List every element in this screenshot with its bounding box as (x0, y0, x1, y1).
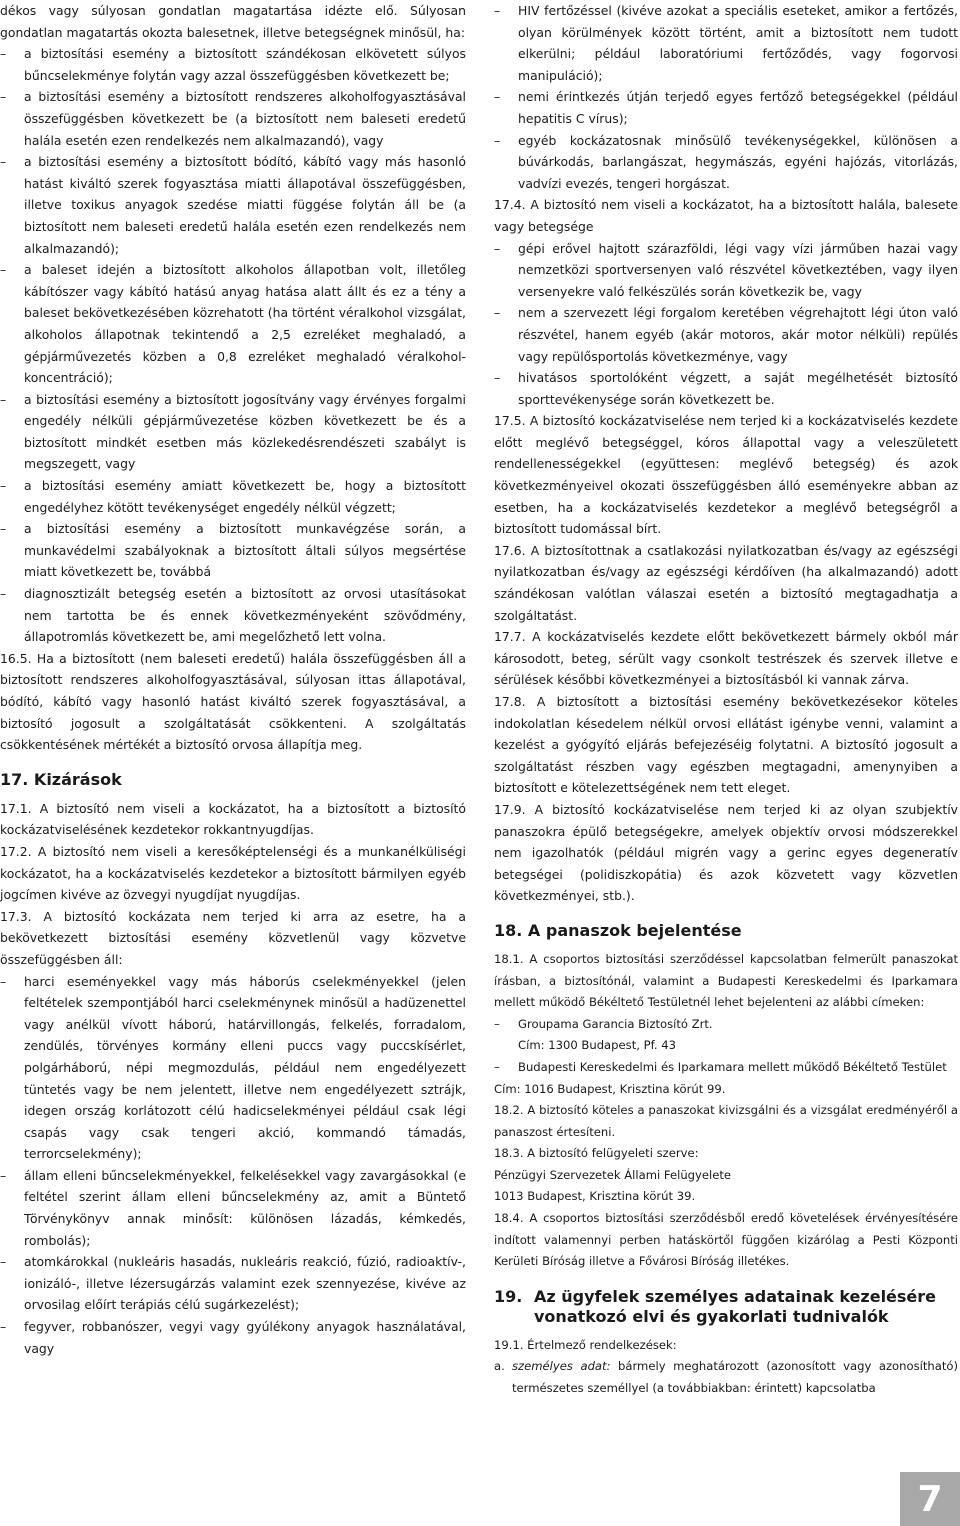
paragraph-19-1: 19.1. Értelmező rendelkezések: (494, 1337, 677, 1352)
paragraph-17-4: 17.4. A biztosító nem viseli a kockázatot, ha a biztosított halála, balesete vagy betegsége (494, 197, 958, 234)
list-item: – HIV fertőzéssel (kivéve azokat a speciális eseteket, amikor a fertőzés, olyan körülmények között történt, amit a biztosított nem tudott elkerülni; például laboratóriumi fertőződés, vagy fogorvosi manipuláció); (494, 0, 958, 86)
paragraph-17-9: 17.9. A biztosító kockázatviselése nem terjed ki az olyan szubjektív panaszokra épülő betegségekre, amelyek objektív orvosi módszerekkel nem igazolhatók (például migrén vagy a gerinc egyes degeneratív betegségei (polidiszkopátia) és azok közvetett vagy közvetlen következményei, stb.). (494, 801, 958, 904)
list-item: – a biztosítási esemény a biztosított jogosítvány vagy érvényes forgalmi engedély nélküli gépjárművezetése közben következett be és a biztosított mindkét esetben más közlekedésrendészeti szabályt is megszegett, vagy (0, 389, 466, 475)
paragraph-18-1: 18.1. A csoportos biztosítási szerződéssel kapcsolatban felmerült panaszokat írásban, a biztosítónál, valamint a Budapesti Kereskedelmi és Iparkamara mellett működő Békéltető Testületnél lehet bejelenteni az alábbi címeken: (494, 951, 958, 1010)
authority-name: Pénzügyi Szervezetek Állami Felügyelete (494, 1167, 732, 1182)
list-item: – hivatásos sportolóként végzett, a saját megélhetését biztosító sporttevékenysége során következett be. (494, 367, 958, 410)
list-item: – harci eseményekkel vagy más háborús cselekményekkel (jelen feltételek szempontjából harci cselekménynek minősül a hadüzenettel vagy anélkül vívott háború, határvillongás, felkelés, forradalom, zendülés, törvényes kormány elleni puccs vagy puccskísérlet, polgárháború, népi megmozdulás, például nem engedélyezett tüntetés vagy be nem jelentett, illetve nem engedélyezett sztrájk, idegen ország korlátozott célú hadicselekményei például csak légi csapás vagy csak tengeri akció, kommandó támadás, terrorcselekmény); (0, 971, 466, 1165)
section-number: 18. (494, 920, 523, 940)
page-number-badge: 7 (900, 1472, 960, 1526)
list-item: – a biztosítási esemény a biztosított szándékosan elkövetett súlyos bűncselekménye folytán vagy azzal összefüggésben következett be; (0, 43, 466, 86)
list-item: – a baleset idején a biztosított alkoholos állapotban volt, illetőleg kábítószer vagy kábító hatású anyag hatása alatt állt és ez a tény a baleset bekövetkezésében közrehatott (ha történt véralkohol vizsgálat, alkoholos állapotnak tekintendő a 2,5 ezreléket meghaladó, a gépjárművezetés közben a 0,8 ezreléket meghaladó véralkohol-koncentráció); (0, 259, 466, 389)
paragraph-18-3: 18.3. A biztosító felügyeleti szerve: (494, 1146, 699, 1161)
paragraph-intro: dékos vagy súlyosan gondatlan magatartása idézte elő. Súlyosan gondatlan magatartás okozta balesetnek, illetve betegségnek minősül, ha: (0, 3, 466, 40)
section-heading-19 (494, 1287, 958, 1327)
section-heading-18 (494, 921, 958, 941)
definition-label: a. (494, 1359, 505, 1374)
paragraph-17-5: 17.5. A biztosító kockázatviselése nem terjed ki a kockázatviselés kezdete előtt meglévő betegséggel, kóros állapottal vagy a veleszületett rendellenességekkel (együttesen: meglévő betegség) és azok következményeivel okozati összefüggésben álló eseményekre abban az esetben, ha a kockázatviselés kezdetekor a meglévő betegségről a biztosított tudomással bírt. (494, 413, 958, 537)
address-line: Cím: 1300 Budapest, Pf. 43 (518, 1038, 676, 1053)
list-item: – a biztosítási esemény a biztosított rendszeres alkoholfogyasztásával összefüggésben következett be (a biztosított nem baleseti eredetű halála esetén ezen rendelkezés nem alkalmazandó), vagy (0, 86, 466, 151)
right-column (494, 0, 958, 1400)
paragraph-17-8: 17.8. A biztosított a biztosítási esemény bekövetkezésekor köteles indokolatlan késedelem nélkül orvosi ellátást igénybe venni, valamint a kezelést a gyógyító eljárás befejezéséig folytatni. A biztosító jogosult a szolgáltatást részben vagy egészben megtagadni, amenynyiben a biztosított e kötelezettségének nem tett eleget. (494, 694, 958, 796)
section-title: A panaszok bejelentése (527, 920, 742, 940)
list-item: – állam elleni bűncselekményekkel, felkelésekkel vagy zavargásokkal (e feltétel szerint állam elleni bűncselekmény az, amit a Büntető Törvénykönyv annak minősít: különösen lázadás, kémkedés, rombolás); (0, 1165, 466, 1251)
paragraph-17-2: 17.2. A biztosító nem viseli a keresőképtelenségi és a munkanélküliségi kockázatot, ha a kockázatviselés kezdetekor a biztosított bármilyen egyéb jogcímen kivéve az özvegyi nyugdíjat nyugdíjas. (0, 843, 466, 903)
list-item: – a biztosítási esemény a biztosított munkavégzése során, a munkavédelmi szabályoknak a biztosított általi súlyos megsértése miatt következett be, továbbá (0, 518, 466, 583)
paragraph-17-6: 17.6. A biztosítottnak a csatlakozási nyilatkozatban és/vagy az egészségi nyilatkozatban és/vagy az egészségi kérdőíven (ha alkalmazandó) adott szándékosan valótlan válaszai esetén a biztosító megtagadhatja a szolgáltatást. (494, 542, 958, 623)
address-line: Cím: 1016 Budapest, Krisztina körút 99. (494, 1081, 726, 1096)
paragraph-18-2: 18.2. A biztosító köteles a panaszokat kivizsgálni és a vizsgálat eredményéről a panaszost értesíteni. (494, 1103, 958, 1139)
paragraph-17-3: 17.3. A biztosító kockázata nem terjed ki arra az esetre, ha a bekövetkezett biztosítási esemény közvetlenül vagy közvetve összefüggésben áll: (0, 908, 466, 967)
section-heading-17 (0, 770, 466, 790)
list-item: – atomkárokkal (nukleáris hasadás, nukleáris reakció, fúzió, radioaktív-, ionizáló-, illetve lézersugárzás valamint ezek szennyezése, kivéve az orvosilag előírt terápiás célú sugárkezelést); (0, 1251, 466, 1316)
section-title: Az ügyfelek személyes adatainak kezelésére vonatkozó elvi és gyakorlati tudnivalók (534, 1286, 937, 1326)
paragraph-18-4: 18.4. A csoportos biztosítási szerződésből eredő követelések érvényesítésére indított valamennyi perben hatáskörtől függően kizárólag a Pesti Központi Kerületi Bíróság illetve a Fővárosi Bíróság illetékes. (494, 1211, 958, 1269)
paragraph-17-1: 17.1. A biztosító nem viseli a kockázatot, ha a biztosított a biztosító kockázatviselésének kezdetekor rokkantnyugdíjas. (0, 800, 466, 838)
section-number: 19. (494, 1286, 523, 1306)
list-item: – gépi erővel hajtott szárazföldi, légi vagy vízi járműben hazai vagy nemzetközi sportversenyen való részvétel következtében, vagy ilyen versenyekre való felkészülés során következik be, vagy (494, 238, 958, 303)
list-item: – a biztosítási esemény a biztosított bódító, kábító vagy más hasonló hatást kiváltó szerek fogyasztása miatti állapotával összefüggésben, illetve toxikus anyagok szedése miatti függése folytán áll be (a biztosított nem baleseti eredetű halála esetén ezen rendelkezés nem alkalmazandó); (0, 151, 466, 259)
list-item: – Groupama Garancia Biztosító Zrt. (494, 1014, 958, 1036)
list-item: – Budapesti Kereskedelmi és Iparkamara mellett működő Békéltető Testület (494, 1057, 958, 1079)
list-item: – nem a szervezett légi forgalom keretében végrehajtott légi úton való részvétel, hanem egyéb (akár motoros, akár motor nélküli) repülés vagy repülősportolás következménye, vagy (494, 302, 958, 367)
authority-address: 1013 Budapest, Krisztina körút 39. (494, 1189, 696, 1204)
paragraph-16-5: 16.5. Ha a biztosított (nem baleseti eredetű) halála összefüggésben áll a biztosított rendszeres alkoholfogyasztásával, súlyosan ittas állapotával, bódító, kábító vagy hasonló hatást kiváltó szerek fogyasztásával, a biztosító jogosult a szolgáltatását csökkenteni. A szolgáltatás csökkentésének mértékét a biztosító orvosa állapítja meg. (0, 650, 466, 753)
list-item: – diagnosztizált betegség esetén a biztosított az orvosi utasításokat nem tartotta be és ennek következményeként szövődmény, állapotromlás következett be, ami megelőzhető lett volna. (0, 583, 466, 648)
list-item: – fegyver, robbanószer, vegyi vagy gyúlékony anyagok használatával, vagy (0, 1316, 466, 1359)
paragraph-17-7: 17.7. A kockázatviselés kezdete előtt bekövetkezett bármely okból már károsodott, beteg, sérült vagy csonkolt testrészek és szervek illetve e sérülések későbbi következményei a biztosításból ki vannak zárva. (494, 629, 958, 688)
list-item: – egyéb kockázatosnak minősülő tevékenységekkel, különösen a búvárkodás, barlangászat, hegymászás, egyéni hajózás, vitorlázás, vadvízi evezés, tengeri horgászat. (494, 130, 958, 195)
section-title: Kizárások (33, 769, 122, 789)
definition-a (494, 1356, 958, 1399)
list-item: – nemi érintkezés útján terjedő egyes fertőző betegségekkel (például hepatitis C vírus); (494, 86, 958, 129)
list-item: – a biztosítási esemény amiatt következett be, hogy a biztosított engedélyhez kötött tevékenységet engedély nélkül végzett; (0, 475, 466, 518)
left-column (0, 0, 466, 1359)
definition-text: bármely meghatározott (azonosított vagy azonosítható) természetes személlyel (a továbbiakban: érintett) kapcsolatba (512, 1359, 958, 1396)
section-number: 17. (0, 769, 29, 789)
definition-term: személyes adat: (512, 1359, 611, 1374)
